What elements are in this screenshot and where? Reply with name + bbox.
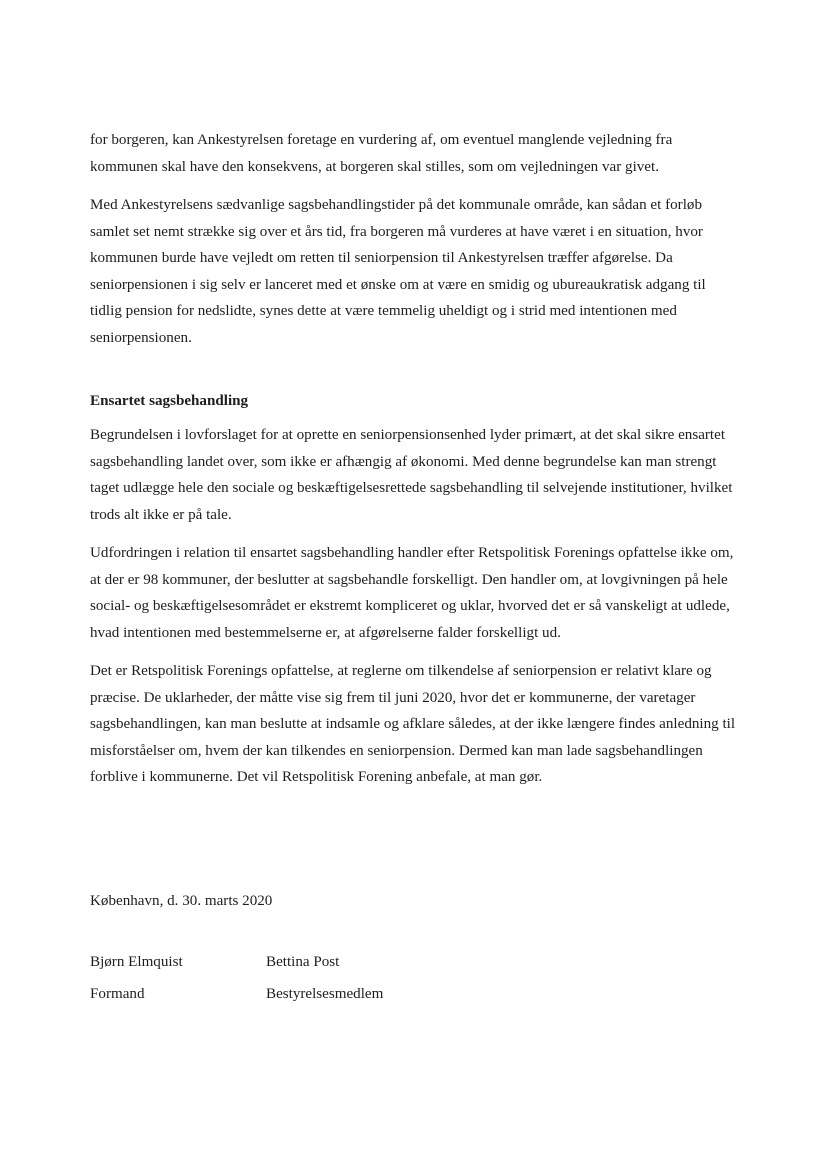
paragraph: Udfordringen i relation til ensartet sagsbehandling handler efter Retspolitisk Forenings opfattelse ikke om, at der er 98 kommuner, der beslutter at sagsbehandle forskelligt. Den handler om, at lovgivningen på hele social- og beskæftigelsesområdet er ekstremt kompliceret og uklar, hvorved det er så vanskeligt at udlede, hvad intentionen med bestemmelserne er, at afgørelserne falder forskelligt ud. [90,545,734,641]
signature-block-board-member [266,946,383,1010]
section-heading: Ensartet sagsbehandling [90,393,249,409]
paragraph: for borgeren, kan Ankestyrelsen foretage en vurdering af, om eventuel manglende vejledning fra kommunen skal have den konsekvens, at borgeren skal stilles, som om vejledningen var givet. [90,132,673,175]
signatory-role: Bestyrelsesmedlem [266,986,384,1002]
paragraph: Med Ankestyrelsens sædvanlige sagsbehandlingstider på det kommunale område, kan sådan et forløb samlet set nemt strække sig over et års tid, fra borgeren må vurderes at have været i en situation, hvor kommunen burde have vejledt om retten til seniorpension til Ankestyrelsen træffer afgørelse. Da seniorpensionen i sig selv er lanceret med et ønske om at være en smidig og ubureaukratisk adgang til tidlig pension for nedslidte, synes dette at være temmelig uheldigt og i strid med intentionen med seniorpensionen. [90,197,706,346]
letter-body [90,127,740,803]
signatory-role: Formand [90,986,145,1002]
paragraph: Det er Retspolitisk Forenings opfattelse, at reglerne om tilkendelse af seniorpension er relativt klare og præcise. De uklarheder, der måtte vise sig frem til juni 2020, hvor det er kommunerne, der varetager sagsbehandlingen, kan man beslutte at indsamle og afklare således, at der ikke længere findes anledning til misforståelser om, hvem der kan tilkendes en seniorpension. Dermed kan man lade sagsbehandlingen forblive i kommunerne. Det vil Retspolitisk Forening anbefale, at man gør. [90,663,736,785]
dateline: København, d. 30. marts 2020 [90,893,273,909]
signatory-name: Bettina Post [266,954,340,970]
paragraph: Begrundelsen i lovforslaget for at oprette en seniorpensionsenhed lyder primært, at det skal sikre ensartet sagsbehandling landet over, som ikke er afhængig af økonomi. Med denne begrundelse kan man strengt taget udlægge hele den sociale og beskæftigelsesrettede sagsbehandling til selvejende institutioner, hvilket trods alt ikke er på tale. [90,427,733,523]
signature-block-chairman [90,946,183,1010]
signatory-name: Bjørn Elmquist [90,954,183,970]
